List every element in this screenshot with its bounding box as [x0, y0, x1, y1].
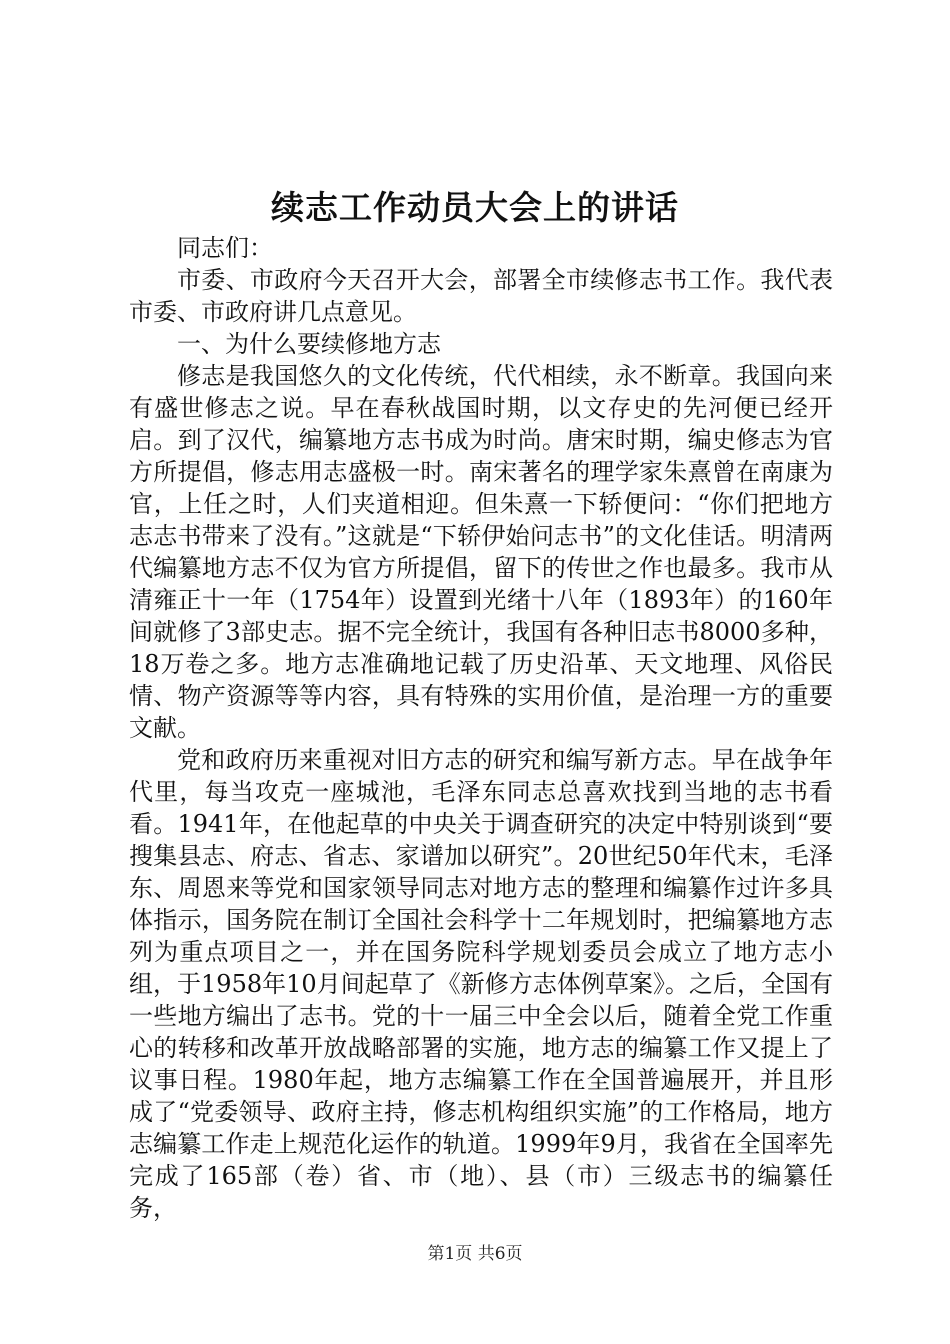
- body-paragraph: 党和政府历来重视对旧方志的研究和编写新方志。早在战争年代里，每当攻克一座城池，毛泽东同志总喜欢找到当地的志书看看。1941年，在他起草的中央关于调查研究的决定中特别谈到“要搜集县志、府志、省志、家谱加以研究”。20世纪50年代末，毛泽东、周恩来等党和国家领导同志对地方志的整理和编纂作过许多具体指示，国务院在制订全国社会科学十二年规划时，把编纂地方志列为重点项目之一，并在国务院科学规划委员会成立了地方志小组，于1958年10月间起草了《新修方志体例草案》。之后，全国有一些地方编出了志书。党的十一届三中全会以后，随着全党工作重心的转移和改革开放战略部署的实施，地方志的编纂工作又提上了议事日程。1980年起，地方志编纂工作在全国普遍展开，并且形成了“党委领导、政府主持，修志机构组织实施”的工作格局，地方志编纂工作走上规范化运作的轨道。1999年9月，我省在全国率先完成了165部（卷）省、市（地）、县（市）三级志书的编纂任务，: [129, 746, 833, 1222]
- document-title: 续志工作动员大会上的讲话: [271, 188, 679, 227]
- document-body: [129, 232, 833, 1224]
- intro-paragraph: 市委、市政府今天召开大会，部署全市续修志书工作。我代表市委、市政府讲几点意见。: [129, 266, 833, 326]
- page-footer: 第1页 共6页: [427, 1244, 523, 1264]
- section-heading: 一、为什么要续修地方志: [177, 330, 441, 358]
- greeting-paragraph: 同志们：: [177, 234, 273, 262]
- body-paragraph: 修志是我国悠久的文化传统，代代相续，永不断章。我国向来有盛世修志之说。早在春秋战国时期，以文存史的先河便已经开启。到了汉代，编纂地方志书成为时尚。唐宋时期，编史修志为官方所提倡，修志用志盛极一时。南宋著名的理学家朱熹曾在南康为官，上任之时，人们夹道相迎。但朱熹一下轿便问：“你们把地方志志书带来了没有。”这就是“下轿伊始问志书”的文化佳话。明清两代编纂地方志不仅为官方所提倡，留下的传世之作也最多。我市从清雍正十一年（1754年）设置到光绪十八年（1893年）的160年间就修了3部史志。据不完全统计，我国有各种旧志书8000多种，18万卷之多。地方志准确地记载了历史沿革、天文地理、风俗民情、物产资源等等内容，具有特殊的实用价值，是治理一方的重要文献。: [129, 362, 833, 742]
